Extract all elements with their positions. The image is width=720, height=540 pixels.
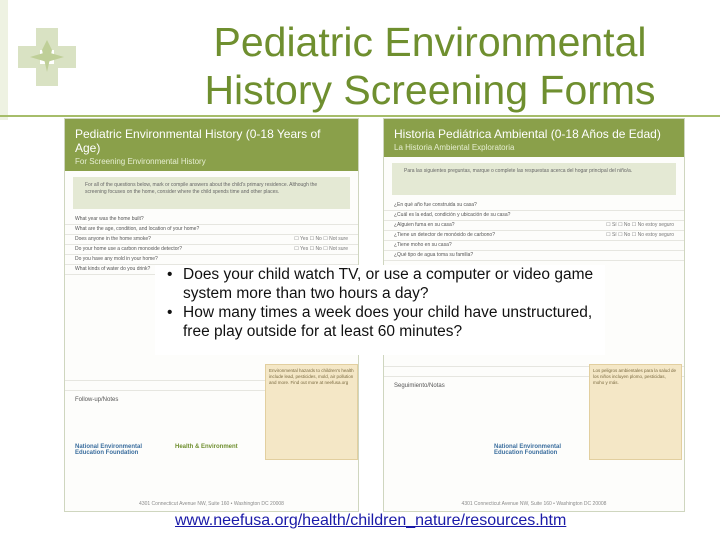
title-line-2: History Screening Forms	[204, 67, 656, 113]
spanish-form-section: Seguimiento/Notas	[394, 383, 445, 389]
form-question: ¿Qué tipo de agua toma su familia?	[384, 251, 684, 261]
title-divider	[0, 115, 720, 117]
form-question: What year was the home built?	[65, 215, 358, 225]
english-form-info-box: Environmental hazards to children's health include lead, pesticides, mold, air pollution and more. Find out more at neefusa.org	[265, 364, 358, 460]
english-form-section: Follow-up/Notes	[75, 397, 119, 403]
english-form-subheading: For Screening Environmental History	[65, 157, 358, 171]
english-form-footer: 4301 Connecticut Avenue NW, Suite 160 • Washington DC 20008	[139, 501, 284, 507]
form-question: What kinds of water do you drink?	[65, 265, 358, 275]
question-callout	[155, 265, 605, 355]
health-environment-logo: Health & Environment	[175, 444, 238, 450]
callout-item-1: • Does your child watch TV, or use a computer or video game system more than two hours a day?	[167, 266, 594, 302]
neef-logo: National Environmental Education Foundation	[75, 444, 143, 456]
bullet-icon: •	[167, 266, 173, 283]
spanish-form-subheading: La Historia Ambiental Exploratoria	[384, 143, 684, 157]
form-question: Do your home use a carbon monoxide detector? ☐ Yes ☐ No ☐ Not sure	[65, 245, 358, 255]
decorative-flower-graphic	[0, 0, 130, 120]
spanish-form-footer: 4301 Connecticut Avenue NW, Suite 160 • Washington DC 20008	[461, 501, 607, 507]
bullet-icon: •	[167, 304, 173, 321]
english-form-intro: For all of the questions below, mark or compile answers about the child's primary residence. Although the screening focuses on the home, consider where the child spends time and other places.	[73, 177, 350, 209]
resources-link[interactable]: www.neefusa.org/health/children_nature/resources.htm	[175, 512, 567, 529]
form-question: ¿Alguien fuma en su casa? ☐ Sí ☐ No ☐ No estoy seguro	[384, 221, 684, 231]
form-question: Does anyone in the home smoke? ☐ Yes ☐ No ☐ Not sure	[65, 235, 358, 245]
spanish-form-info-box: Los peligros ambientales para la salud de los niños incluyen plomo, pesticidas, moho y más.	[589, 364, 682, 460]
slide-title	[150, 18, 710, 114]
form-options: ☐ Sí ☐ No ☐ No estoy seguro	[606, 232, 674, 238]
form-question: What are the age, condition, and location of your home?	[65, 225, 358, 235]
form-options: ☐ Yes ☐ No ☐ Not sure	[294, 246, 348, 252]
form-options: ☐ Sí ☐ No ☐ No estoy seguro	[606, 222, 674, 228]
spanish-form-heading: Historia Pediátrica Ambiental (0-18 Años de Edad)	[384, 119, 684, 143]
form-question: ¿En qué año fue construida su casa?	[384, 201, 684, 211]
spanish-form-intro: Para las siguientes preguntas, marque o complete las respuestas acerca del hogar principal del niño/a.	[392, 163, 676, 195]
callout-item-2: • How many times a week does your child have unstructured, free play outside for at least 60 minutes?	[167, 304, 593, 340]
neef-logo-es: National Environmental Education Foundation	[494, 444, 562, 456]
form-question: ¿Tiene un detector de monóxido de carbono? ☐ Sí ☐ No ☐ No estoy seguro	[384, 231, 684, 241]
form-options: ☐ Yes ☐ No ☐ Not sure	[294, 236, 348, 242]
form-question: Do you have any mold in your home?	[65, 255, 358, 265]
title-line-1: Pediatric Environmental	[213, 19, 647, 65]
form-question: ¿Cuál es la edad, condición y ubicación de su casa?	[384, 211, 684, 221]
english-form-heading: Pediatric Environmental History (0-18 Years of Age)	[65, 119, 358, 157]
form-question: ¿Tiene moho en su casa?	[384, 241, 684, 251]
